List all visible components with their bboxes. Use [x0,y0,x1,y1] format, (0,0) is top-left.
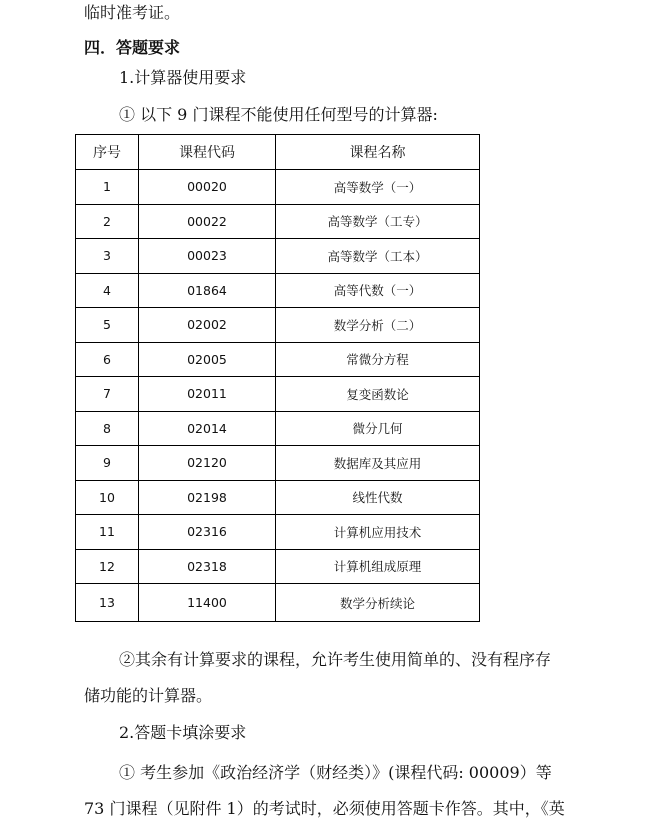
cell-code: 02002 [139,308,276,343]
cell-name: 高等代数（一） [276,273,480,308]
cell-name: 计算机应用技术 [276,515,480,550]
cell-seq: 10 [76,480,139,515]
cell-seq: 7 [76,377,139,412]
cell-name: 高等数学（一） [276,170,480,205]
item-answer-card-line1: ① 考生参加《政治经济学（财经类）》(课程代码: 00009）等 [119,763,552,782]
cell-code: 02316 [139,515,276,550]
table-row [76,204,480,239]
table-row [76,549,480,584]
item-answer-card-line2: 73 门课程（见附件 1）的考试时，必须使用答题卡作答。其中，《英 [84,799,565,818]
cell-name: 复变函数论 [276,377,480,412]
cell-seq: 11 [76,515,139,550]
table-row [76,515,480,550]
course-table [75,134,480,622]
cell-seq: 2 [76,204,139,239]
cell-code: 02120 [139,446,276,481]
cell-code: 01864 [139,273,276,308]
cell-code: 11400 [139,584,276,622]
cell-code: 00020 [139,170,276,205]
cell-seq: 5 [76,308,139,343]
table-row [76,377,480,412]
table-row [76,342,480,377]
cell-name: 微分几何 [276,411,480,446]
cell-name: 数学分析（二） [276,308,480,343]
table-row [76,480,480,515]
table-row [76,273,480,308]
cell-name: 高等数学（工本） [276,239,480,274]
paragraph-top-fragment: 临时准考证。 [84,3,181,22]
section-heading: 四．答题要求 [84,38,181,57]
header-seq: 序号 [76,135,139,170]
item-no-calculator: ① 以下 9 门课程不能使用任何型号的计算器: [119,105,438,124]
cell-seq: 3 [76,239,139,274]
cell-name: 数据库及其应用 [276,446,480,481]
table-row [76,584,480,622]
cell-name: 线性代数 [276,480,480,515]
cell-name: 数学分析续论 [276,584,480,622]
cell-seq: 13 [76,584,139,622]
cell-seq: 8 [76,411,139,446]
cell-seq: 6 [76,342,139,377]
item-allowed-calculator-line2: 储功能的计算器。 [84,686,213,705]
header-name: 课程名称 [276,135,480,170]
cell-seq: 1 [76,170,139,205]
table-row [76,411,480,446]
table-row [76,239,480,274]
sub-heading-calculator: 1.计算器使用要求 [119,68,247,87]
item-allowed-calculator-line1: ②其余有计算要求的课程，允许考生使用简单的、没有程序存 [119,650,552,669]
table-row [76,170,480,205]
cell-seq: 12 [76,549,139,584]
cell-code: 00023 [139,239,276,274]
table-header-row [76,135,480,170]
cell-code: 02318 [139,549,276,584]
sub-heading-answer-card: 2.答题卡填涂要求 [119,723,247,742]
cell-seq: 4 [76,273,139,308]
cell-seq: 9 [76,446,139,481]
table-row [76,446,480,481]
header-code: 课程代码 [139,135,276,170]
cell-code: 02198 [139,480,276,515]
cell-name: 高等数学（工专） [276,204,480,239]
table-row [76,308,480,343]
cell-code: 02011 [139,377,276,412]
cell-code: 02005 [139,342,276,377]
cell-code: 02014 [139,411,276,446]
cell-name: 常微分方程 [276,342,480,377]
cell-code: 00022 [139,204,276,239]
cell-name: 计算机组成原理 [276,549,480,584]
